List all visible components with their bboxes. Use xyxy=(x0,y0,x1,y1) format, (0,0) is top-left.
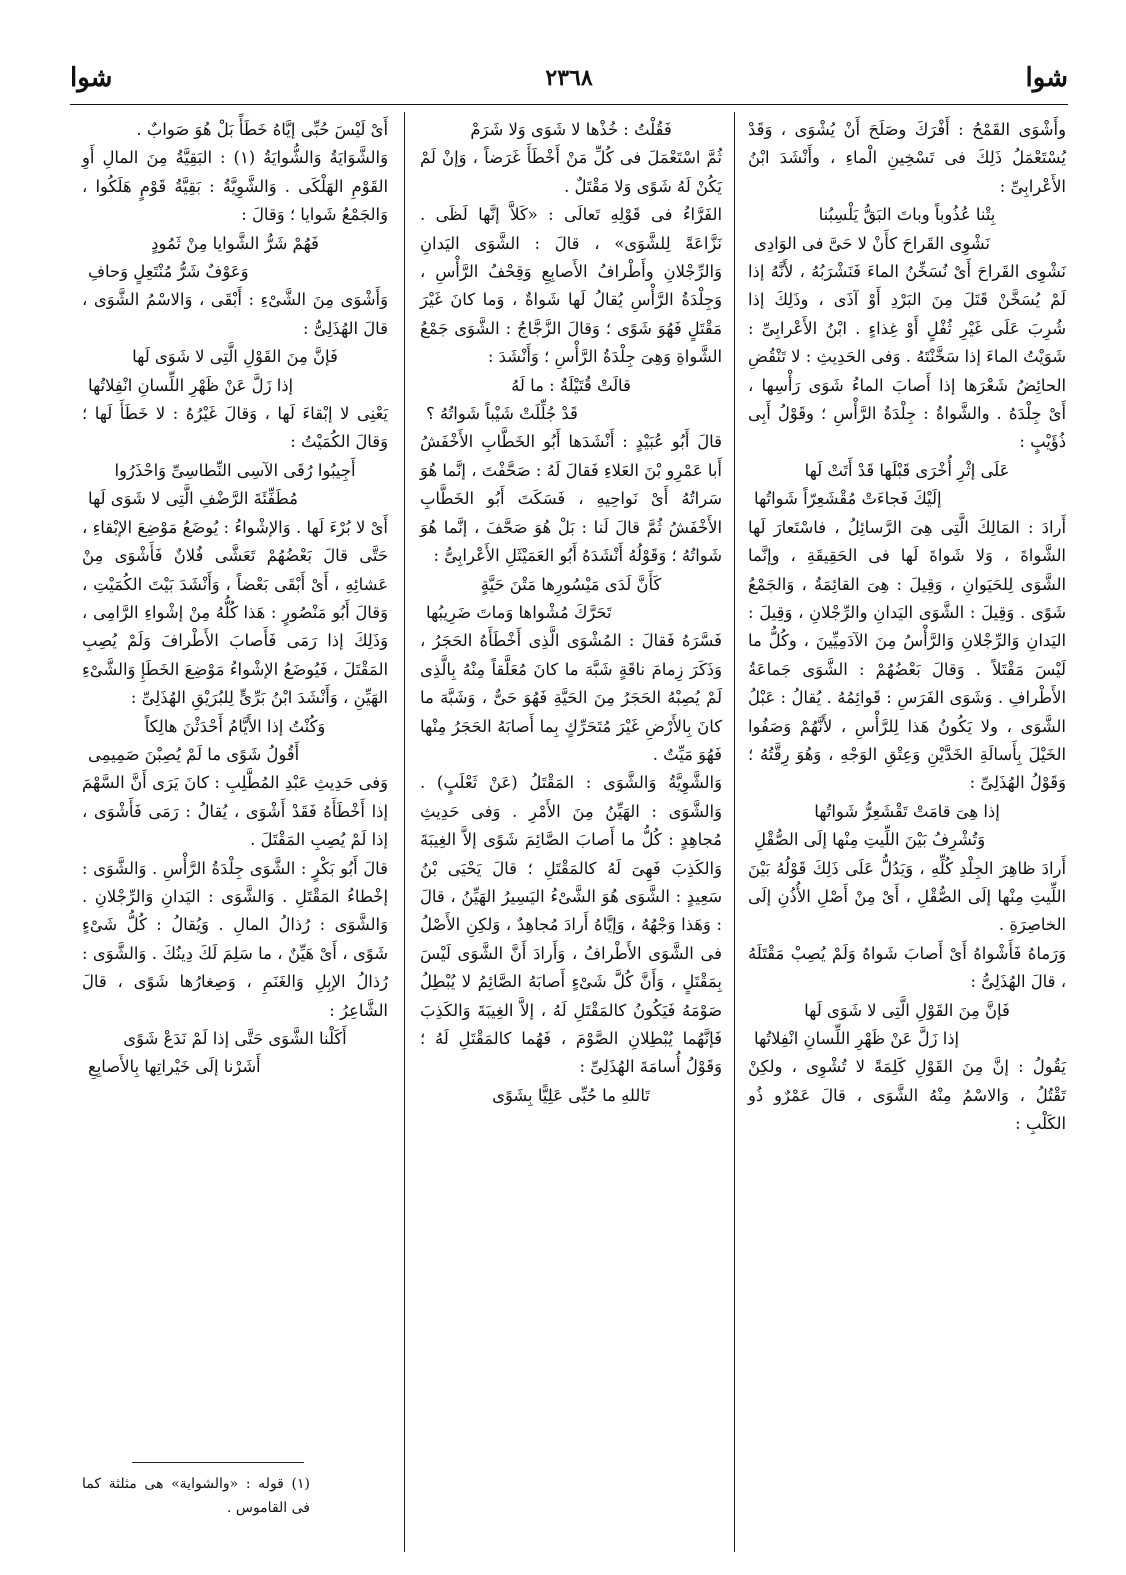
paragraph: وَالشَّوِيَّةُ وَالشَّوَى : المَقْتَلُ (عَنْ ثَعْلَبٍ) . وَالشَّوَى : الهَيِّنُ مِنَ الأَمْرِ . وَفى حَدِيثِ مُجاهِدٍ : كُلُّ ما أَصابَ الصَّائِمَ شَوًى إلاَّ الغِيبَةَ وَالكَذِبَ فَهِىَ لَهُ كالمَقْتَلِ ؛ قالَ يَحْيَى بْنُ سَعِيدٍ : الشَّوَى هُوَ الشَّىْءُ اليَسِيرُ الهَيِّنُ ، قالَ : وَهَذا وَجْهُهُ ، وَإيَّاهُ أَرادَ مُجاهِدٌ ، وَلكِنِ الأَصْلُ فى الشَّوَى الأَطْرافُ ، وَأَرادَ أَنَّ الشَّوَى لَيْسَ بِمَقْتَلٍ ، وَأَنَّ كُلَّ شَىْءٍ أَصابَهُ الصَّائِمُ لا يُبْطِلُ صَوْمَهُ فَيَكُونُ كالمَقْتَلِ لَهُ ، إلاَّ الغِيبَةَ وَالكَذِبَ فَإنَّهُما يُبْطِلانِ الصَّوْمَ ، فَهُما كالمَقْتَلِ لَهُ ؛ وَقَوْلُ أُسامَةَ الهُذَلِىِّ : xyxy=(420,773,722,1077)
verse-line: قَدْ جُلِّلَتْ شَيْباً شَواتُهُ ؟ xyxy=(426,404,578,424)
paragraph: أَىْ لَيْسَ حُبِّى إيَّاهُ خَطَأً بَلْ هُوَ صَوابٌ . xyxy=(136,120,388,139)
verse-line: أَقُولُ شَوًى ما لَمْ يُصِبْنَ صَمِيمِى xyxy=(88,744,300,764)
verse-line: فَإنَّ مِنَ القَوْلِ الَّتِى لا شَوَى لَها xyxy=(132,347,338,367)
paragraph: ثُمَّ اسْتَعْمَلَ فى كُلِّ مَنْ أَخْطَأَ غَرَضاً ، وَإنْ لَمْ يَكُنْ لَهُ شَوًى وَلا مَقْتَلٌ . xyxy=(420,148,722,196)
paragraph: قالَ أَبُو عُبَيْدٍ : أَنْشَدَها أَبُو الخَطَّابِ الأَخْفَشُ أَبا عَمْرِو بْنَ العَلاءِ فَقالَ لَهُ : صَحَّفْتَ ، إنَّما هُوَ سَراتُهُ أَىْ نَواحِيهِ ، فَسَكَتَ أَبُو الخَطَّابِ الأَخْفَشُ ثُمَّ قالَ لَنا : بَلْ هُوَ صَحَّفَ ، إنَّما هُوَ شَواتُهُ ؛ وَقَوْلُهُ أَنْشَدَهُ أَبُو العَمَيْثَلِ الأَعْرابِىُّ : xyxy=(420,432,722,566)
column-separator xyxy=(404,112,405,1552)
verse-line: وَكُنْتُ إذا الأَيَّامُ أَحْدَثْنَ هالِكاً xyxy=(144,716,326,736)
verse-line: كَأَنَّ لَدَى مَيْسُورِها مَتْنَ حَيَّةٍ xyxy=(480,574,662,594)
verse-line: فَإنَّ مِنَ القَوْلِ الَّتِى لا شَوَى لَها xyxy=(804,1000,1010,1020)
verse-line: إذا هِىَ قامَتْ تَقْشَعِرُّ شَواتُها xyxy=(814,801,1000,821)
paragraph: وَأَشْوَى مِنَ الشَّىْءِ : أَبْقَى ، وَالاسْمُ الشَّوَى ، قالَ الهُذَلِىُّ : xyxy=(82,290,388,338)
paragraph: أَرادَ ظاهِرَ الجِلْدِ كُلِّهِ ، وَيَدُلُّ عَلَى ذَلِكَ قَوْلُهُ بَيْنَ اللِّيتِ مِنْها إلَى الصُّقْلِ ، أَىْ مِنْ أَصْلِ الأُذُنِ إلَى الخاصِرَةِ . xyxy=(748,858,1066,935)
verse-line: وَتُشْرِفُ بَيْنَ اللِّيتِ مِنْها إلَى الصُّقْلِ xyxy=(754,830,986,850)
verse-line: بِتْنا عُذُوباً وباتَ البَقُّ يَلْسِبُنا xyxy=(818,205,996,225)
verse-line: قالَتْ قُتَيْلَةُ : ما لَهُ xyxy=(511,375,631,395)
verse-line: نَشْوِى القَراحَ كأَنْ لا حَىَّ فى الوَادِى xyxy=(754,233,990,253)
header-rule xyxy=(70,104,1068,105)
paragraph: أَىْ لا بُرْءَ لَها . وَالإشْواءُ : يُوضَعُ مَوْضِعَ الإبْقاءِ ، حَتَّى قالَ بَعْضُهُمْ تَعَشَّى فُلانٌ فَأَشْوَى مِنْ عَشائِهِ ، أَىْ أَبْقَى بَعْضاً ، وَأَنْشَدَ بَيْتَ الكُمَيْتِ ، وَقالَ أَبُو مَنْصُورٍ : هَذا كُلُّهُ مِنْ إشْواءِ الرَّامِى ، وَذَلِكَ إذا رَمَى فَأَصابَ الأَطْرافَ وَلَمْ يُصِبِ المَقْتَلَ ، فَيُوضَعُ الإشْواءُ مَوْضِعَ الخَطَإِ وَالشَّىْءِ الهَيِّنِ ، وَأَنْشَدَ ابْنُ بَرِّىٍّ لِلبُرَيْقِ الهُذَلِىِّ : xyxy=(82,517,388,708)
verse-line: إذا زَلَّ عَنْ ظَهْرِ اللِّسانِ انْفِلاتُها xyxy=(88,375,294,395)
verse-line: تَحَرَّكَ مُشْواها وَماتَ ضَرِيبُها xyxy=(426,602,612,622)
paragraph: وَفى حَدِيثِ عَبْدِ المُطَّلِبِ : كانَ يَرَى أَنَّ السَّهْمَ إذا أَخْطَأَهُ فَقَدْ أَشْوَى ، يُقالُ : رَمَى فَأَشْوَى ، إذا لَمْ يُصِبِ المَقْتَلَ . xyxy=(82,773,388,850)
column-right xyxy=(748,116,1066,1139)
paragraph: الفَرَّاءُ فى قَوْلِهِ تَعالَى : «كَلاَّ إنَّها لَظَى . نَزَّاعَةً لِلشَّوَى» ، قالَ : الشَّوَى اليَدانِ وَالرِّجْلانِ وأَطْرافُ الأَصابِعِ وَقِحْفُ الرَّأْسِ ، وَجِلْدَةُ الرَّأْسِ يُقالُ لَها شَواةٌ ، وَما كانَ غَيْرَ مَقْتَلٍ فَهُوَ شَوًى ؛ وَقالَ الزَّجَّاجُ : الشَّوَى جَمْعُ الشَّواةِ وَهِىَ جِلْدَةُ الرَّأْسِ ؛ وَأَنْشَدَ : xyxy=(420,205,722,367)
verse-line: تَاللهِ ما حُبِّى عَلِيًّا بِشَوًى xyxy=(492,1085,650,1105)
page-number: ٢٣٦٨ xyxy=(545,65,593,91)
column-separator xyxy=(734,112,735,1552)
paragraph: فَسَّرَهُ فَقالَ : المُشْوَى الَّذِى أَخْطَأَهُ الحَجَرُ ، وَذَكَرَ زِمامَ ناقَةٍ شَبَّهَ ما كانَ مُعَلَّقاً مِنْهُ بِالَّذِى لَمْ يُصِبْهُ الحَجَرُ مِنَ الحَيَّةِ فَهُوَ حَىٌّ ، وَشَبَّهَ ما كانَ بِالأَرْضِ غَيْرَ مُتَحَرِّكٍ بِما أَصابَهُ الحَجَرُ مِنْها فَهُوَ مَيِّتٌ . xyxy=(420,631,722,764)
verse-line: أَكَلْنا الشَّوَى حَتَّى إذا لَمْ نَدَعْ شَوًى xyxy=(123,1029,347,1048)
footnote-rule xyxy=(132,1462,304,1463)
column-left xyxy=(82,116,388,1082)
paragraph: وَالشَّوَايَةُ وَالشُّوايَةُ (١) : البَقِيَّةُ مِنَ المالِ أَوِ القَوْمِ الهَلْكَى . وَالشَّوِيَّةُ : بَقِيَّةُ قَوْمٍ هَلَكُوا ، وَالجَمْعُ شَوايا ؛ وَقالَ : xyxy=(82,148,388,225)
paragraph: يَعْنِى لا إبْقاءَ لَها ، وَقالَ غَيْرُهُ : لا خَطَأَ لَها ؛ وَقالَ الكُمَيْتُ : xyxy=(82,404,388,452)
verse-line: فَقُلْتُ : خُذْها لا شَوَى وَلا شَرَمْ xyxy=(470,120,672,139)
paragraph: أَرادَ : المَالِكَ الَّتِى هِىَ الرَّسائِلُ ، فاسْتَعارَ لَها الشَّواةَ ، وَلا شَواةَ لَها فى الحَقِيقَةِ ، وإنَّما الشَّوَى لِلحَيَوانِ ، وَقِيلَ : هِىَ القائِمَةُ ، وَالجَمْعُ شَوًى . وَقِيلَ : الشَّوَى اليَدانِ والرِّجْلانِ ، وَقِيلَ : اليَدانِ وَالرِّجْلانِ وَالرَّأْسُ مِنَ الآدَمِيِّينَ ، وكُلُّ ما لَيْسَ مَقْتَلاً . وَقالَ بَعْضُهُمْ : الشَّوَى جَماعَةُ الأَطْرافِ . وَشَوَى الفَرَسِ : قَوائِمُهُ . يُقالُ : عَبْلُ الشَّوَى ، ولا يَكُونُ هَذا لِلرَّأْسِ ، لأَنَّهُمْ وَصَفُوا الخَيْلَ بِأَسالَةِ الخَدَّيْنِ وَعِتْقِ الوَجْهِ ، وَهُوَ رِقَّتُهُ ؛ وَقَوْلُ الهُذَلِىِّ : xyxy=(748,517,1066,793)
footnote: (١) قوله : «والشواية» هى مثلثة كما فى القاموس . xyxy=(82,1476,310,1516)
verse-line: مُطَفِّئَةَ الرَّضْفِ الَّتِى لا شَوَى لَها xyxy=(88,489,298,509)
paragraph: وأَشْوَى القَمْحُ : أَفْرَكَ وصَلَحَ أَنْ يُشْوَى ، وَقَدْ يُسْتَعْمَلُ ذَلِكَ فى تَسْخِينِ الْماءِ ، وأَنْشَدَ ابْنُ الأَعْرابِىِّ : xyxy=(748,120,1066,196)
verse-line: فَهُمْ شَرُّ الشَّوايا مِنْ ثَمُودٍ xyxy=(151,233,319,253)
column-middle xyxy=(420,116,722,1110)
paragraph: قالَ أَبُو بَكْرٍ : الشَّوَى جِلْدَةُ الرَّأْسِ . وَالشَّوَى : إخْطاءُ المَقْتَلِ . وَالشَّوَى : اليَدانِ وَالرِّجْلانِ . وَالشَّوَى : رُذالُ المالِ . وَيُقالُ : كُلُّ شَىْءٍ شَوًى ، أَىْ هَيِّنٌ ، ما سَلِمَ لَكَ دِينُكَ . وَالشَّوَى : رُذالُ الإبِلِ وَالغَنَمِ ، وَصِغارُها شَوًى ، قالَ الشَّاعِرُ : xyxy=(82,858,388,1020)
paragraph: نَشْوِى القَراحَ أَىْ نُسَخِّنُ الماءَ فَنَشْرَبُهُ ، لأَنَّهُ إذا لَمْ يُسَخَّنْ قَتَلَ مِنَ البَرْدِ أَوْ آذَى ، وذَلِكَ إذا شُرِبَ عَلَى غَيْرِ ثُفْلٍ أَوْ غِذاءٍ . ابْنُ الأَعْرابِىِّ : شَوَيْتُ الماءَ إذا سَخَّنْتَهُ . وَفى الحَدِيثِ : لا تَنْقُضِ الحائِضُ شَعْرَها إذا أَصابَ الماءُ شَوَى رَأْسِها ، أَىْ جِلْدَهُ . والشَّواةُ : جِلْدَةُ الرَّأْسِ ؛ وقَوْلُ أَبِى ذُؤَيْبٍ : xyxy=(748,262,1066,452)
verse-line: إذا زَلَّ عَنْ ظَهْرِ اللِّسانِ انْفِلاتُها xyxy=(754,1029,960,1048)
verse-line: وَعَوْفٌ شَرُّ مُنْتَعِلٍ وَحافِ xyxy=(88,262,249,282)
verse-line: أَجِيبُوا رُقَى الآسِى النِّطاسِىِّ وَاحْذَرُوا xyxy=(114,460,356,480)
paragraph: وَرَماهُ فَأَشْواهُ أَىْ أَصابَ شَواهُ وَلَمْ يُصِبْ مَقْتَلَهُ ، قالَ الهُذَلِىُّ : xyxy=(748,943,1066,992)
verse-line: إلَيْكَ فَجاءَتْ مُقْشَعِرّاً شَواتُها xyxy=(754,489,942,509)
head-word-left: شوا xyxy=(70,63,113,93)
paragraph: يَقُولُ : إنَّ مِنَ القَوْلِ كَلِمَةً لا تُشْوِى ، ولكِنْ تَقْتُلُ ، وَالاسْمُ مِنْهُ الشَّوَى ، قالَ عَمْرٌو ذُو الكَلْبِ : xyxy=(748,1057,1066,1134)
head-word-right: شوا xyxy=(1025,63,1068,93)
verse-line: عَلَى إثْرِ أُخْرَى قَبْلَها قَدْ أَتَتْ لَها xyxy=(804,460,1010,480)
verse-line: أَشَرْنا إلَى خَيْراتِها بِالأَصابِعِ xyxy=(88,1057,261,1077)
page-header xyxy=(70,58,1068,98)
